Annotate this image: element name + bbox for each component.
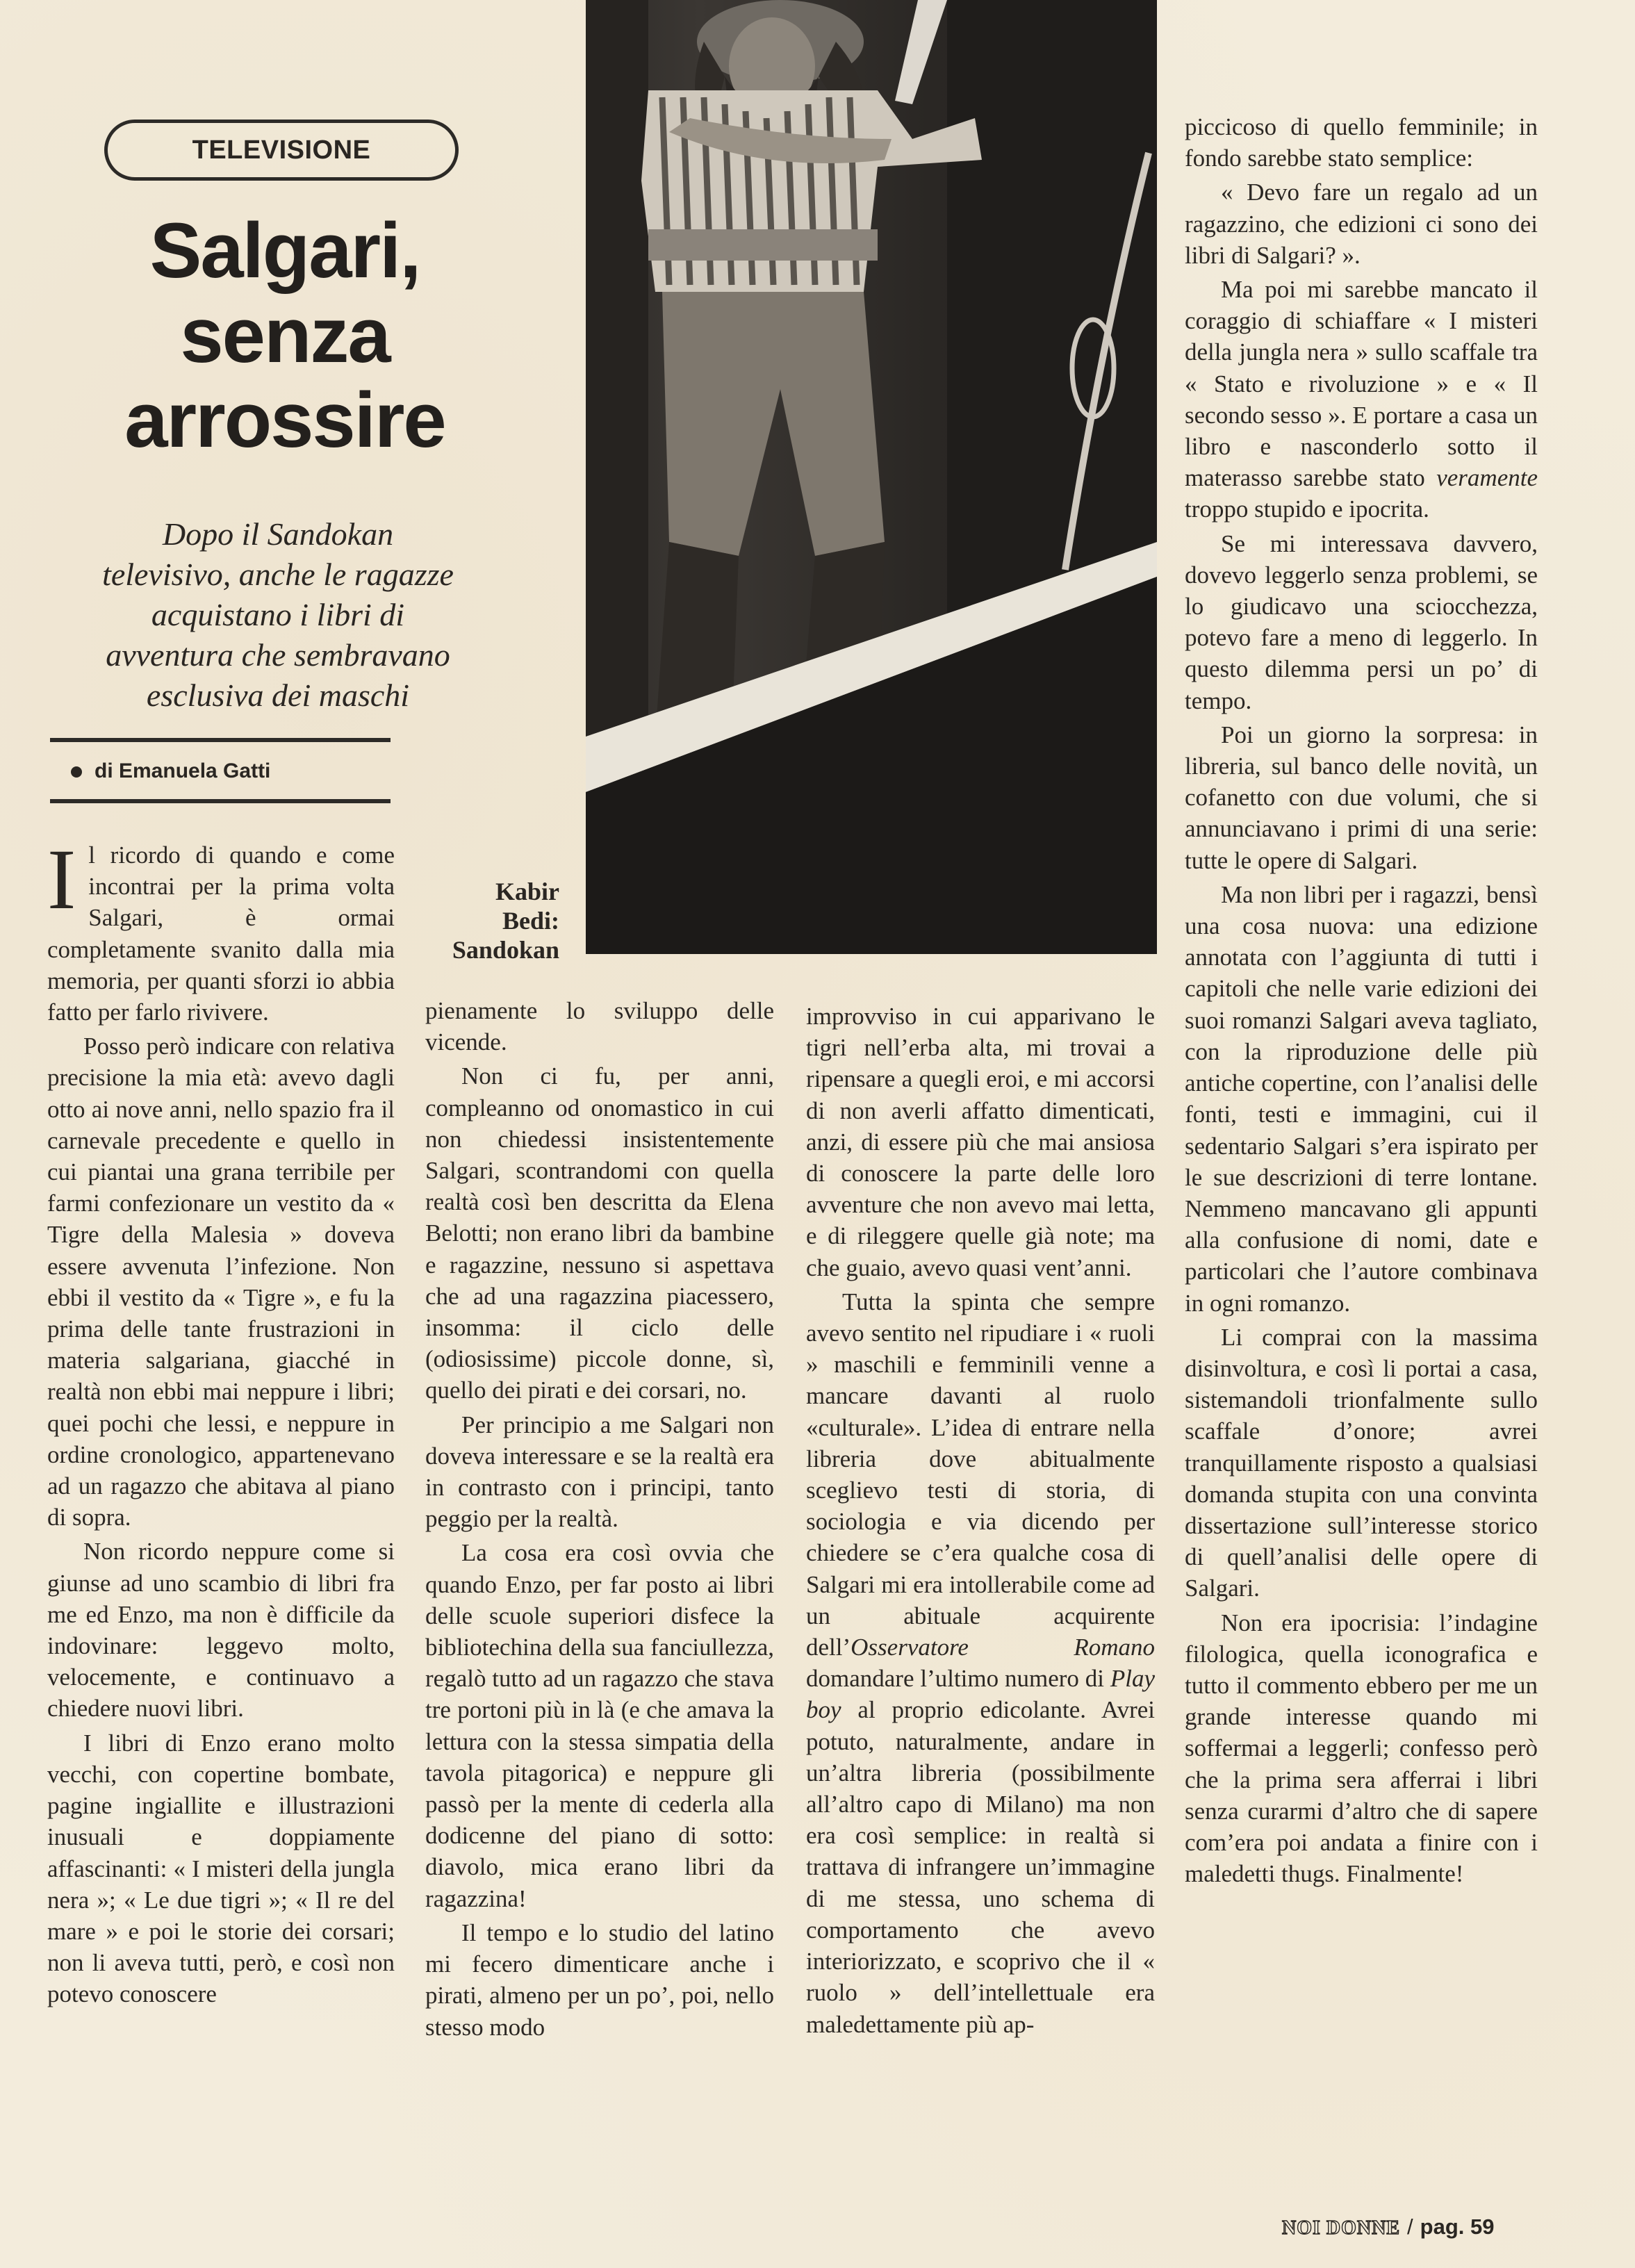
paragraph: La cosa era così ovvia che quando Enzo, per far posto ai libri delle scuole superiori disfece la bibliotechina della sua fanciullezza, regalò tutto ad un ragazzo che stava tre portoni più in là (e che amava la lettura con la stessa simpatia della tavola pitagorica) e neppure gli passò per la mente di cederla alla dodicenne del piano di sotto: diavolo, mica erano libri da ragazzina!: [425, 1539, 774, 1912]
section-label: TELEVISIONE: [192, 135, 371, 165]
headline-line: senza: [180, 292, 390, 379]
publication-title: Play boy: [806, 1665, 1155, 1724]
paragraph: Se mi interessava davvero, dovevo leggerlo senza problemi, se lo giudicavo una sciocchezza, potevo fare a meno di leggerlo. In questo dilemma persi un po’ di tempo.: [1185, 529, 1538, 714]
footer-separator: /: [1407, 2214, 1413, 2239]
standfirst: [28, 514, 528, 716]
standfirst-line: Dopo il Sandokan: [162, 516, 394, 552]
paragraph: Il tempo e lo studio del latino mi fecero dimenticare anche i pirati, almeno per un po’, poi, nello stesso modo: [425, 1918, 774, 2041]
paragraph-text: Ma poi mi sarebbe mancato il coraggio di schiaffare « I misteri della jungla nera » sullo scaffale tra « Stato e rivoluzione » e « Il secondo sesso ». E portare a casa un libro e nasconderlo sotto il materasso sarebbe stato: [1185, 276, 1538, 492]
paragraph: I libri di Enzo erano molto vecchi, con copertine bombate, pagine ingiallite e illustrazioni inusuali e doppiamente affascinanti: « I misteri della jungla nera »; « Le due tigri »; « Il re del mare » e poi le storie dei corsari; non li aveva tutti, però, e così non potevo conoscere: [47, 1729, 395, 2008]
sash: [648, 229, 878, 261]
headline-line: Salgari,: [149, 207, 420, 294]
standfirst-line: televisivo, anche le ragazze: [102, 557, 454, 592]
byline: [71, 757, 270, 785]
bullet-icon: [71, 766, 82, 778]
byline-rule-bottom: [50, 799, 391, 803]
author-name: di Emanuela Gatti: [95, 759, 271, 782]
paragraph: pienamente lo sviluppo delle vicende.: [425, 997, 774, 1056]
paragraph: Non era ipocrisia: l’indagine filologica, quella iconografica e tutto il commento ebbero per me un grande interesse quando mi soffermai a leggerli; confesso però che la prima sera afferrai i libri senza curarmi d’altro che di sapere com’era poi andata a finire con i maledetti thugs. Finalmente!: [1185, 1609, 1538, 1888]
paragraph: [1185, 274, 1538, 525]
standfirst-line: acquistano i libri di: [151, 597, 405, 632]
body-column-4: [1185, 111, 1538, 1892]
caption-line: Kabir: [495, 878, 559, 905]
paragraph-text: l ricordo di quando e come incontrai per la prima volta Salgari, è ormai completamente svanito dalla mia memoria, per quanti sforzi io abbia fatto per farlo rivivere.: [47, 841, 395, 1026]
paragraph: [806, 1286, 1155, 2040]
paragraph-text: domandare l’ultimo numero di: [806, 1665, 1110, 1693]
sword-blade: [895, 0, 947, 104]
standfirst-line: avventura che sembravano: [106, 637, 450, 673]
paragraph: Non ci fu, per anni, compleanno od onomastico in cui non chiedessi insistentemente Salgari, scontrandomi con quella realtà così ben descritta da Elena Belotti; non erano libri da bambine e ragazzine, nessuno si aspettava che ad una ragazzina piacessero, insomma: il ciclo delle (odiosissime) piccole donne, sì, quello dei pirati e dei corsari, no.: [425, 1062, 774, 1404]
paragraph: Posso però indicare con relativa precisione la mia età: avevo dagli otto ai nove anni, nello spazio fra il carnevale precedente e quello in cui piantai una grana terribile per farmi confezionare un vestito da « Tigre della Malesia » doveva essere avvenuta l’infezione. Non ebbi il vestito da « Tigre », e fu la prima delle tante frustrazioni in materia salgariana, giacché in realtà non ebbi mai neppure i libri; quei pochi che lessi, e neppure in ordine cronologico, appartenevano ad un ragazzo che abitava al piano di sopra.: [47, 1033, 395, 1531]
paragraph: Li comprai con la massima disinvoltura, e così li portai a casa, sistemandoli trionfalmente sullo scaffale d’onore; avrei tranquillamente risposto a qualsiasi domanda stupita con una convinta dissertazione sull’interesse storico di quell’analisi delle opere di Salgari.: [1185, 1323, 1538, 1602]
paragraph-text: Tutta la spinta che sempre avevo sentito nel ripudiare i « ruoli » maschili e femminili venne a mancare davanti al ruolo «culturale». L’idea di entrare nella libreria dove abitualmente sceglievo testi di storia, di sociologia e via dicendo per chiedere se c’era qualche cosa di Salgari mi era intollerabile come ad un abituale acquirente dell’: [806, 1288, 1155, 1661]
emphasis: veramente: [1436, 464, 1538, 492]
paragraph: Ma non libri per i ragazzi, bensì una cosa nuova: una edizione annotata con l’aggiunta di tutti i capitoli che nelle varie edizioni dei suoi romanzi Salgari aveva tagliato, con la riproduzione delle più antiche copertine, con l’analisi delle fonti, testi e immagini, cui il sedentario Salgari s’era ispirato per le sue descrizioni di terre lontane. Nemmeno mancavano gli appunti alla confusione di nomi, date e particolari che l’autore combinava in ogni romanzo.: [1185, 880, 1538, 1317]
paragraph: Non ricordo neppure come si giunse ad uno scambio di libri fra me ed Enzo, ma non è difficile da indovinare: leggevo molto, velocemente, e continuavo a chiedere nuovi libri.: [47, 1538, 395, 1723]
headline-line: arrossire: [124, 377, 445, 463]
article-photo: [586, 0, 1157, 954]
quote-paragraph: « Devo fare un regalo ad un ragazzino, che edizioni ci sono dei libri di Salgari? ».: [1185, 179, 1538, 269]
page-number: pag. 59: [1420, 2214, 1495, 2239]
body-column-2: [425, 995, 774, 2046]
paragraph: improvviso in cui apparivano le tigri nell’erba alta, mi trovai a ripensare a quegli eroi, e mi accorsi di non averli affatto dimenticati, anzi, di essere più che mai ansiosa di conoscere la parte delle loro avventure che non avevo mai letta, e di rileggere quelle già note; ma che guaio, avevo quasi vent’anni.: [806, 1003, 1155, 1281]
body-column-1: [47, 832, 395, 2013]
paragraph: [47, 832, 395, 1028]
section-rubric: [104, 120, 459, 181]
trousers: [662, 292, 885, 556]
paragraph-text: al proprio edicolante. Avrei potuto, naturalmente, andare in un’altra libreria (possibilmente all’altro capo di Milano) ma non era così semplice: in realtà si trattava di infrangere un’immagine di me stessa, uno schema di comportamento che avevo interiorizzato, e scoprivo che il « ruolo » dell’intellettuale era maledettamente più ap-: [806, 1696, 1155, 2038]
body-column-3: [806, 1001, 1155, 2043]
magazine-logo: NOI DONNE: [1282, 2217, 1401, 2239]
headline: [42, 208, 528, 463]
byline-rule-top: [50, 738, 391, 742]
caption-line: Sandokan: [452, 936, 559, 964]
drop-cap: I: [47, 832, 76, 927]
page-footer: [1282, 2214, 1494, 2242]
photo-caption: [410, 877, 559, 964]
paragraph-text: troppo stupido e ipocrita.: [1185, 495, 1429, 523]
publication-title: Osservatore Romano: [851, 1634, 1155, 1661]
paragraph: Per principio a me Salgari non doveva interessare e se la realtà era in contrasto con i principi, tanto peggio per la realtà.: [425, 1411, 774, 1533]
standfirst-line: esclusiva dei maschi: [146, 677, 410, 713]
paragraph: Poi un giorno la sorpresa: in libreria, sul banco delle novità, un cofanetto con due volumi, che si annunciavano i primi di una serie: tutte le opere di Salgari.: [1185, 721, 1538, 874]
pirate-illustration: [586, 0, 1157, 954]
paragraph: piccicoso di quello femminile; in fondo sarebbe stato semplice:: [1185, 113, 1538, 172]
caption-line: Bedi:: [502, 907, 559, 935]
